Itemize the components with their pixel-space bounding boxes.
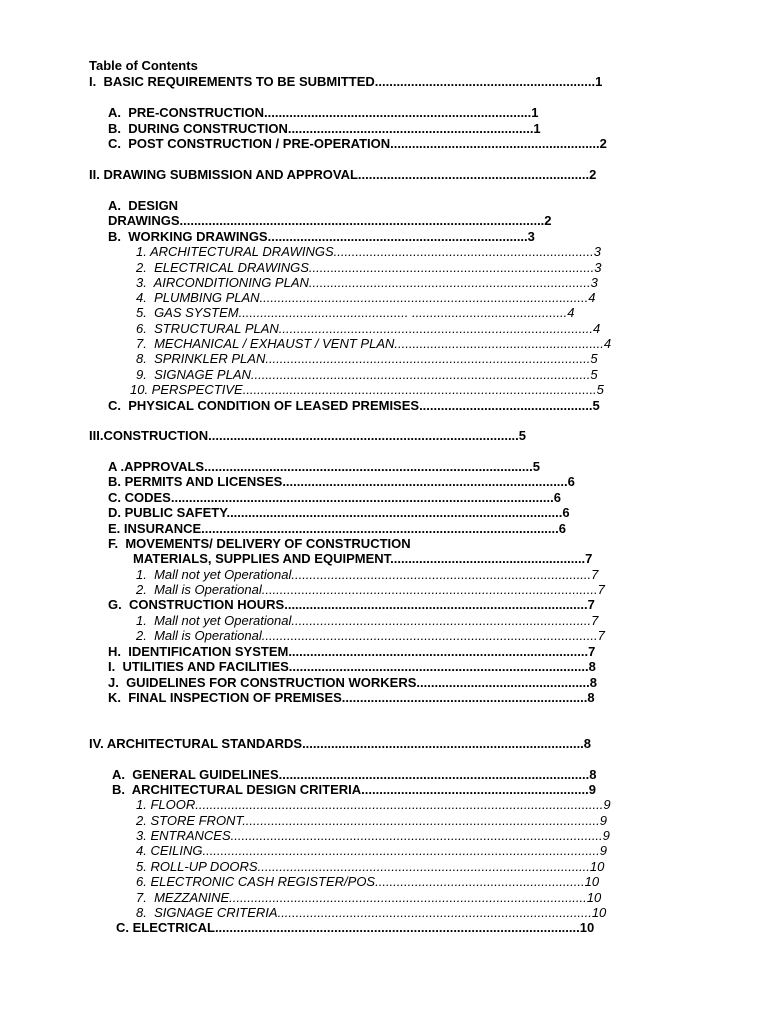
- toc-entry: B. DURING CONSTRUCTION....................................................................1: [108, 121, 541, 136]
- toc-entry: I. UTILITIES AND FACILITIES...................................................................................8: [108, 659, 596, 674]
- toc-entry: F. MOVEMENTS/ DELIVERY OF CONSTRUCTION: [108, 536, 411, 551]
- toc-entry: MATERIALS, SUPPLIES AND EQUIPMENT......................................................7: [133, 551, 593, 566]
- toc-entry: I. BASIC REQUIREMENTS TO BE SUBMITTED.............................................................1: [89, 74, 603, 89]
- toc-entry: 7. MECHANICAL / EXHAUST / VENT PLAN..........................................................4: [136, 336, 612, 351]
- toc-entry: C. ELECTRICAL.....................................................................................................10: [116, 920, 595, 935]
- toc-entry: 3. ENTRANCES.......................................................................................................9: [136, 828, 610, 843]
- toc-entry: 3. AIRCONDITIONING PLAN..............................................................................3: [136, 275, 598, 290]
- toc-entry: 2. Mall is Operational.............................................................................................7: [136, 628, 605, 643]
- toc-entry: C. PHYSICAL CONDITION OF LEASED PREMISES................................................5: [108, 398, 600, 413]
- toc-entry: A. GENERAL GUIDELINES......................................................................................8: [112, 767, 597, 782]
- toc-entry: J. GUIDELINES FOR CONSTRUCTION WORKERS................................................8: [108, 675, 597, 690]
- toc-entry: 10. PERSPECTIVE..................................................................................................5: [130, 382, 604, 397]
- toc-entry: 2. STORE FRONT...................................................................................................9: [136, 813, 607, 828]
- toc-entry: 2. Mall is Operational.............................................................................................7: [136, 582, 605, 597]
- toc-entry: H. IDENTIFICATION SYSTEM...................................................................................7: [108, 644, 596, 659]
- toc-entry: G. CONSTRUCTION HOURS....................................................................................7: [108, 597, 595, 612]
- toc-entry: 1. ARCHITECTURAL DRAWINGS........................................................................3: [136, 244, 601, 259]
- toc-entry: II. DRAWING SUBMISSION AND APPROVAL................................................................2: [89, 167, 597, 182]
- toc-entry: A .APPROVALS...........................................................................................5: [108, 459, 540, 474]
- toc-entry: 7. MEZZANINE...................................................................................................10: [136, 890, 602, 905]
- toc-entry: 6. STRUCTURAL PLAN.......................................................................................4: [136, 321, 601, 336]
- toc-entry: 1. FLOOR.................................................................................................................9: [136, 797, 611, 812]
- toc-entry: 5. GAS SYSTEM............................................... ...........................................4: [136, 305, 575, 320]
- toc-entry: 2. ELECTRICAL DRAWINGS...............................................................................3: [136, 260, 602, 275]
- toc-entry: C. POST CONSTRUCTION / PRE-OPERATION..........................................................2: [108, 136, 607, 151]
- toc-entry: D. PUBLIC SAFETY.............................................................................................6: [108, 505, 570, 520]
- toc-entry: IV. ARCHITECTURAL STANDARDS..............................................................................8: [89, 736, 592, 751]
- toc-entry: DRAWINGS.....................................................................................................2: [108, 213, 552, 228]
- toc-entry: 9. SIGNAGE PLAN..............................................................................................5: [136, 367, 598, 382]
- toc-entry: A. PRE-CONSTRUCTION..........................................................................1: [108, 105, 539, 120]
- toc-entry: 5. ROLL-UP DOORS............................................................................................10: [136, 859, 605, 874]
- toc-entry: 4. CEILING..............................................................................................................9: [136, 843, 607, 858]
- toc-entry: III.CONSTRUCTION......................................................................................5: [89, 428, 527, 443]
- toc-title: Table of Contents: [89, 58, 198, 73]
- toc-entry: 8. SIGNAGE CRITERIA.......................................................................................10: [136, 905, 607, 920]
- toc-entry: 6. ELECTRONIC CASH REGISTER/POS..........................................................10: [136, 874, 600, 889]
- toc-entry: B. PERMITS AND LICENSES...............................................................................6: [108, 474, 575, 489]
- toc-entry: 1. Mall not yet Operational...................................................................................7: [136, 613, 599, 628]
- toc-entry: B. ARCHITECTURAL DESIGN CRITERIA...............................................................9: [112, 782, 596, 797]
- toc-entry: K. FINAL INSPECTION OF PREMISES....................................................................8: [108, 690, 595, 705]
- toc-entry: C. CODES..........................................................................................................6: [108, 490, 561, 505]
- toc-entry: A. DESIGN: [108, 198, 179, 213]
- toc-entry: B. WORKING DRAWINGS........................................................................3: [108, 229, 535, 244]
- toc-entry: E. INSURANCE...................................................................................................6: [108, 521, 566, 536]
- toc-entry: 8. SPRINKLER PLAN..........................................................................................5: [136, 351, 598, 366]
- toc-entry: 4. PLUMBING PLAN...........................................................................................4: [136, 290, 596, 305]
- toc-entry: 1. Mall not yet Operational...................................................................................7: [136, 567, 599, 582]
